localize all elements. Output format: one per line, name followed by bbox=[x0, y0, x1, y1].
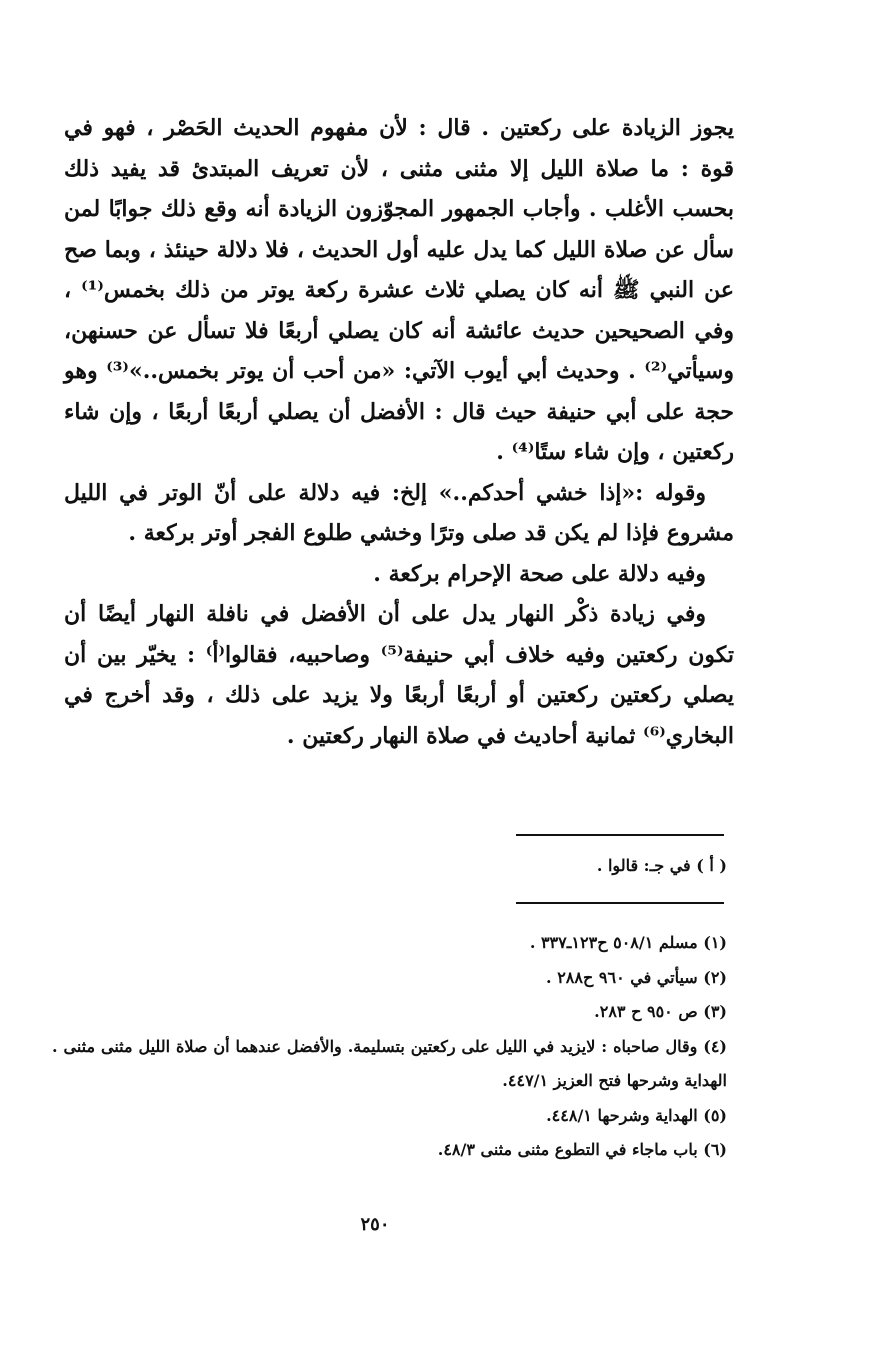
paragraph-1: يجوز الزيادة على ركعتين . قال : لأن مفهوم الحديث الحَصْر ، فهو في قوة : ما صلاة الليل إلا مثنى مثنى ، لأن تعريف المبتدئ قد يفيد ذلك بحسب الأغلب . وأجاب الجمهور المجوّزون الزيادة أنه وقع ذلك جوابًا لمن سأل عن صلاة الليل كما يدل عليه أول الحديث ، فلا دلالة حينئذ ، وبما صح عن النبي ﷺ أنه كان يصلي ثلاث عشرة ركعة يوتر من ذلك بخمس⁽¹⁾ ، وفي الصحيحين حديث عائشة أنه كان يصلي أربعًا فلا تسأل عن حسنهن، وسيأتي⁽²⁾ . وحديث أبي أيوب الآتي: «من أحب أن يوتر بخمس..»⁽³⁾ وهو حجة على أبي حنيفة حيث قال : الأفضل أن يصلي أربعًا أربعًا ، وإن شاء ركعتين ، وإن شاء ستًا⁽⁴⁾ . bbox=[64, 115, 735, 465]
footnote-3: (٣) ص ٩٥٠ ح ٢٨٣. bbox=[594, 1002, 727, 1021]
page-number: ٢٥٠ bbox=[360, 1214, 390, 1235]
footnote-letter-a: ( أ ) في جـ: قالوا . bbox=[596, 856, 727, 875]
footnote-5: (٥) الهداية وشرحها ٤٤٨/١. bbox=[546, 1105, 727, 1125]
footnote-2: (٢) سيأتي في ٩٦٠ ح٢٨٨ . bbox=[546, 967, 727, 987]
paragraph-3: وفيه دلالة على صحة الإحرام بركعة . bbox=[373, 560, 706, 587]
footnote-6: (٦) باب ماجاء في التطوع مثنى مثنى ٤٨/٣. bbox=[437, 1140, 727, 1159]
main-body-text bbox=[64, 108, 734, 756]
footnote-divider-middle bbox=[516, 902, 724, 904]
paragraph-4: وفي زيادة ذكْر النهار يدل على أن الأفضل في نافلة النهار أيضًا أن تكون ركعتين وفيه خلاف أبي حنيفة⁽⁵⁾ وصاحبيه، فقالوا⁽أ⁾ : يخيّر بين أن يصلي ركعتين ركعتين أو أربعًا أربعًا ولا يزيد على ذلك ، وقد أخرج في البخاري⁽⁶⁾ ثمانية أحاديث في صلاة النهار ركعتين . bbox=[64, 601, 735, 749]
footnote-1: (١) مسلم ٥٠٨/١ ح١٢٣ـ٣٣٧ . bbox=[529, 933, 727, 952]
footnote-divider-top bbox=[516, 834, 724, 836]
paragraph-2: وقوله :«إذا خشي أحدكم..» إلخ: فيه دلالة على أنّ الوتر في الليل مشروع فإذا لم يكن قد صلى وترًا وخشي طلوع الفجر أوتر بركعة . bbox=[64, 479, 734, 546]
footnote-4: (٤) وقال صاحباه : لايزيد في الليل على ركعتين بتسليمة. والأفضل عندهما أن صلاة الليل مثنى مثنى . الهداية وشرحها فتح العزيز ٤٤٧/١. bbox=[52, 1036, 727, 1090]
footnotes-list bbox=[52, 926, 727, 1168]
